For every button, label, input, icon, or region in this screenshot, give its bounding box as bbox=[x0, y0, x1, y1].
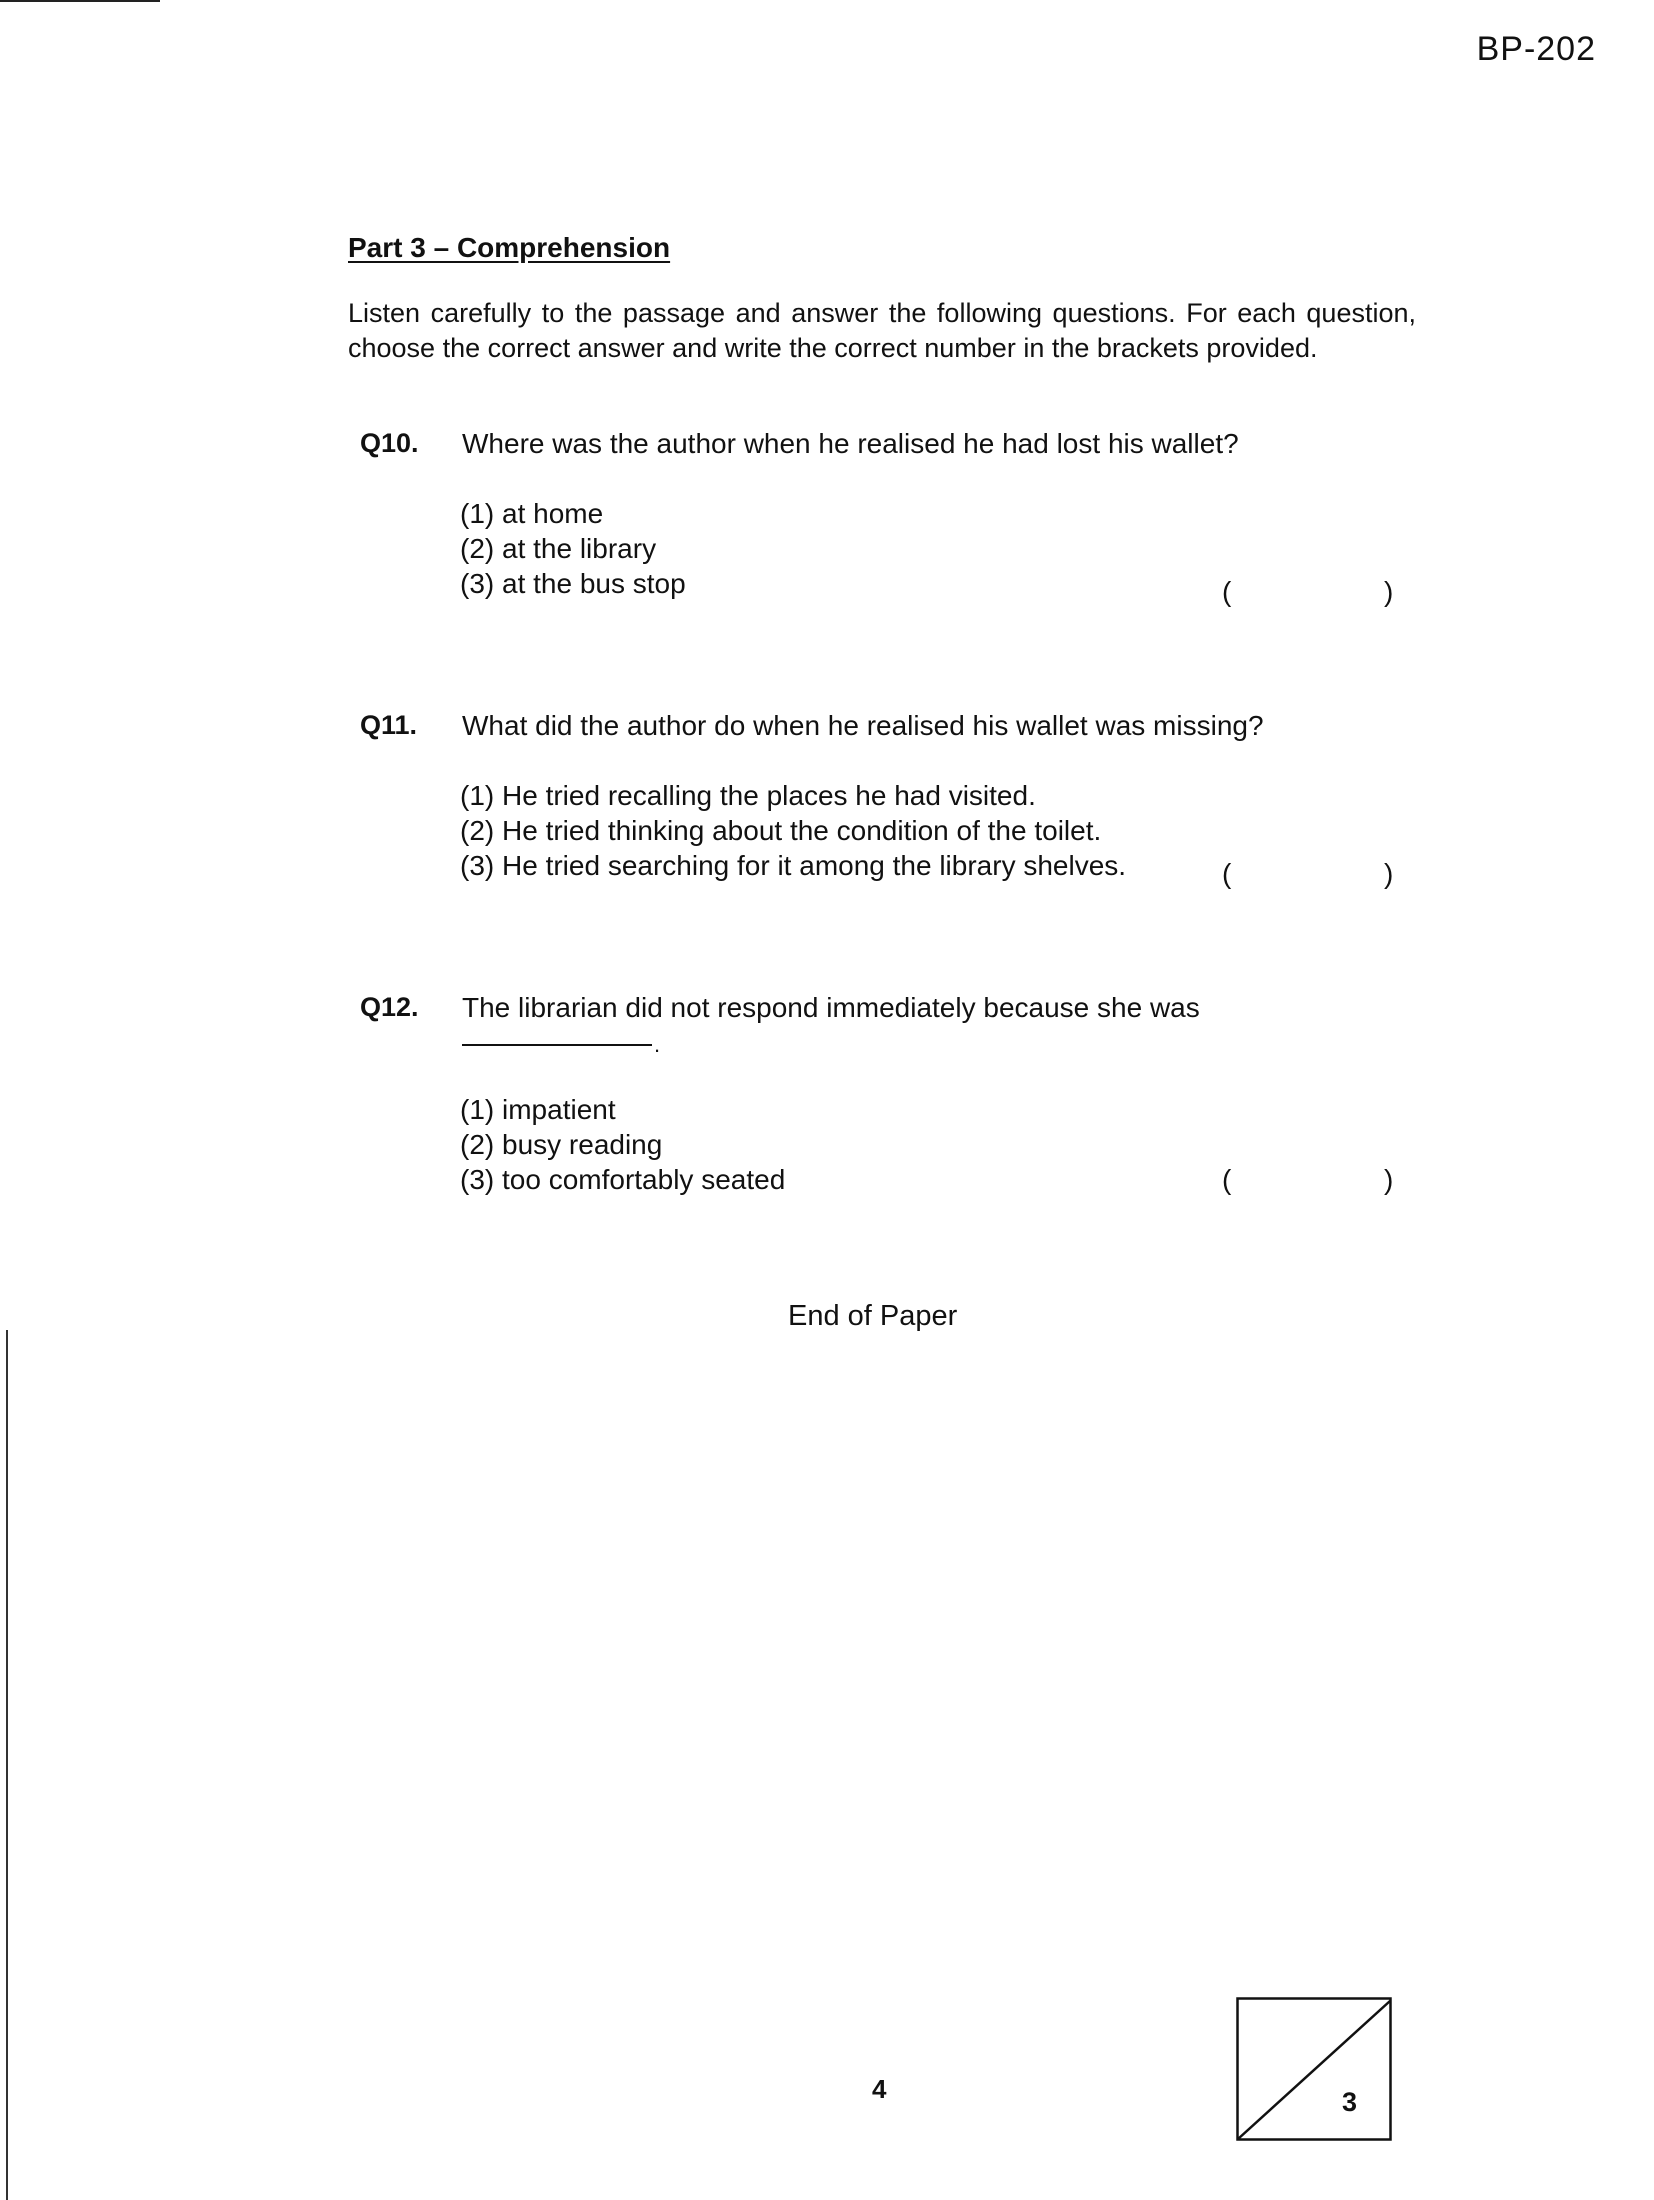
section-instructions: Listen carefully to the passage and answer the following questions. For each question, choose the correct answer and write the correct number in the brackets provided. bbox=[348, 298, 1416, 363]
blank-end-mark: . bbox=[654, 1032, 661, 1057]
answer-bracket-open: ( bbox=[1222, 858, 1232, 889]
answer-bracket-open: ( bbox=[1222, 1164, 1232, 1195]
answer-bracket-close: ) bbox=[1384, 1164, 1394, 1195]
question-number: Q12. bbox=[360, 992, 419, 1022]
option-1: (1) He tried recalling the places he had visited. bbox=[460, 780, 1036, 811]
option-2: (2) He tried thinking about the condition of the toilet. bbox=[460, 815, 1102, 846]
marks-value: 3 bbox=[1342, 2087, 1358, 2117]
page-number: 4 bbox=[872, 2074, 887, 2104]
answer-bracket-close: ) bbox=[1384, 576, 1394, 607]
option-2: (2) at the library bbox=[460, 533, 657, 564]
question-text: The librarian did not respond immediately because she was bbox=[462, 992, 1200, 1023]
option-3: (3) at the bus stop bbox=[460, 568, 686, 599]
marks-box-frame bbox=[1236, 1997, 1392, 2141]
option-2: (2) busy reading bbox=[460, 1129, 663, 1160]
end-of-paper: End of Paper bbox=[788, 1300, 958, 1332]
question-number: Q10. bbox=[360, 428, 419, 458]
answer-bracket-close: ) bbox=[1384, 858, 1394, 889]
option-list bbox=[460, 1092, 785, 1197]
option-list bbox=[460, 496, 686, 601]
question-text: What did the author do when he realised his wallet was missing? bbox=[462, 710, 1264, 741]
paper-code: BP-202 bbox=[1476, 30, 1596, 68]
section-title: Part 3 – Comprehension bbox=[348, 232, 671, 263]
answer-bracket-open: ( bbox=[1222, 576, 1232, 607]
marks-box bbox=[1236, 1997, 1392, 2141]
option-3: (3) too comfortably seated bbox=[460, 1164, 786, 1195]
question-text: Where was the author when he realised he had lost his wallet? bbox=[462, 428, 1239, 459]
option-3: (3) He tried searching for it among the library shelves. bbox=[460, 850, 1127, 881]
question-number: Q11. bbox=[360, 710, 418, 740]
scan-edge-top bbox=[0, 0, 160, 2]
scan-edge-left bbox=[6, 1330, 8, 2200]
answer-blank-line bbox=[462, 1044, 652, 1046]
option-list bbox=[460, 778, 1126, 883]
option-1: (1) impatient bbox=[460, 1094, 616, 1125]
option-1: (1) at home bbox=[460, 498, 604, 529]
